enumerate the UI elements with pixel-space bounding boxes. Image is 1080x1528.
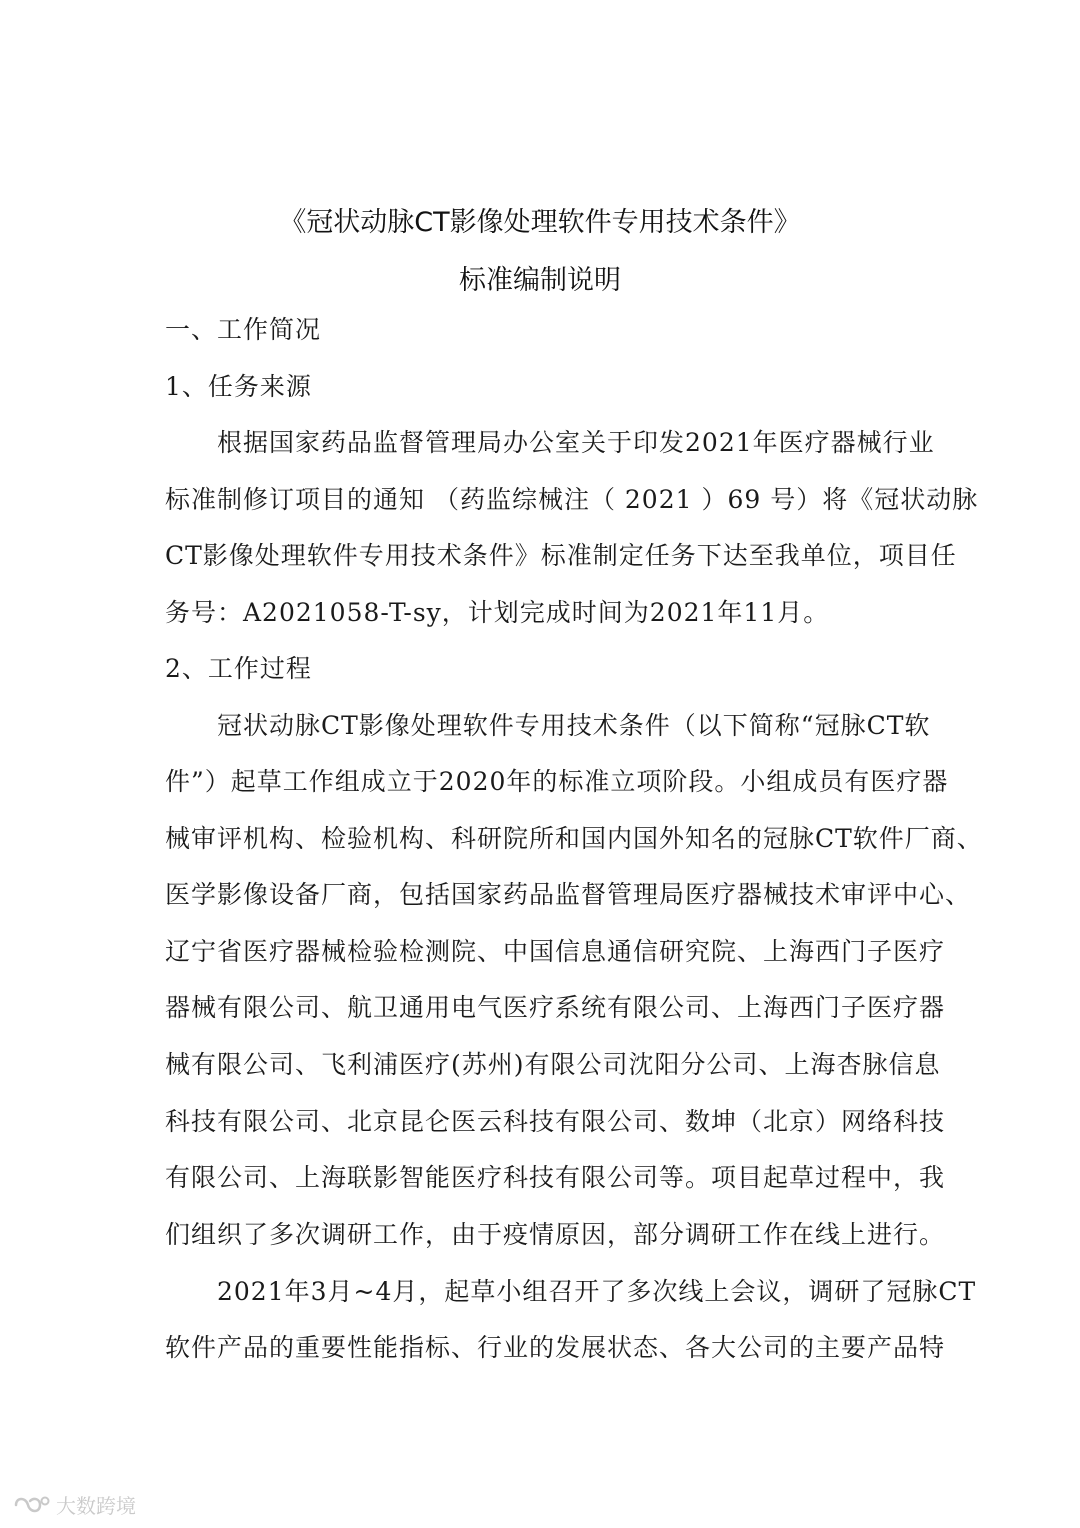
- paragraph-line: 软件产品的重要性能指标、行业的发展状态、各大公司的主要产品特: [165, 1333, 946, 1362]
- subsection-heading: 1、任务来源: [165, 372, 312, 401]
- paragraph-line: 有限公司、上海联影智能医疗科技有限公司等。项目起草过程中，我: [165, 1163, 946, 1192]
- paragraph-line: 器械有限公司、航卫通用电气医疗系统有限公司、上海西门子医疗器: [165, 993, 946, 1022]
- brand-logo-icon: [12, 1493, 52, 1517]
- paragraph-line: 件”）起草工作组成立于2020年的标准立项阶段。小组成员有医疗器: [165, 767, 949, 796]
- paragraph-line: 辽宁省医疗器械检验检测院、中国信息通信研究院、上海西门子医疗: [165, 937, 946, 966]
- watermark: [12, 1490, 136, 1519]
- paragraph-line: 医学影像设备厂商，包括国家药品监督管理局医疗器械技术审评中心、: [165, 880, 972, 909]
- section-heading: 一、工作简况: [165, 315, 322, 344]
- paragraph-line: 冠状动脉CT影像处理软件专用技术条件（以下简称“冠脉CT软: [217, 711, 931, 740]
- document-subtitle: 标准编制说明: [459, 265, 621, 296]
- watermark-text: 大数跨境: [56, 1494, 136, 1518]
- paragraph-line: CT影像处理软件专用技术条件》标准制定任务下达至我单位，项目任: [165, 541, 957, 570]
- paragraph-line: 标准制修订项目的通知 （药监综械注（ 2021 ）69 号）将《冠状动脉: [165, 485, 979, 514]
- paragraph-line: 务号：A2021058-T-sy，计划完成时间为2021年11月。: [165, 598, 830, 627]
- paragraph-line: 械审评机构、检验机构、科研院所和国内国外知名的冠脉CT软件厂商、: [165, 824, 983, 853]
- paragraph-line: 械有限公司、飞利浦医疗(苏州)有限公司沈阳分公司、上海杏脉信息: [165, 1050, 941, 1079]
- paragraph-line: 2021年3月~4月，起草小组召开了多次线上会议，调研了冠脉CT: [217, 1277, 977, 1306]
- subsection-heading: 2、工作过程: [165, 654, 312, 683]
- document-title: 《冠状动脉CT影像处理软件专用技术条件》: [279, 207, 801, 238]
- paragraph-line: 们组织了多次调研工作，由于疫情原因，部分调研工作在线上进行。: [165, 1220, 946, 1249]
- paragraph-line: 根据国家药品监督管理局办公室关于印发2021年医疗器械行业: [217, 428, 935, 457]
- paragraph-line: 科技有限公司、北京昆仑医云科技有限公司、数坤（北京）网络科技: [165, 1107, 946, 1136]
